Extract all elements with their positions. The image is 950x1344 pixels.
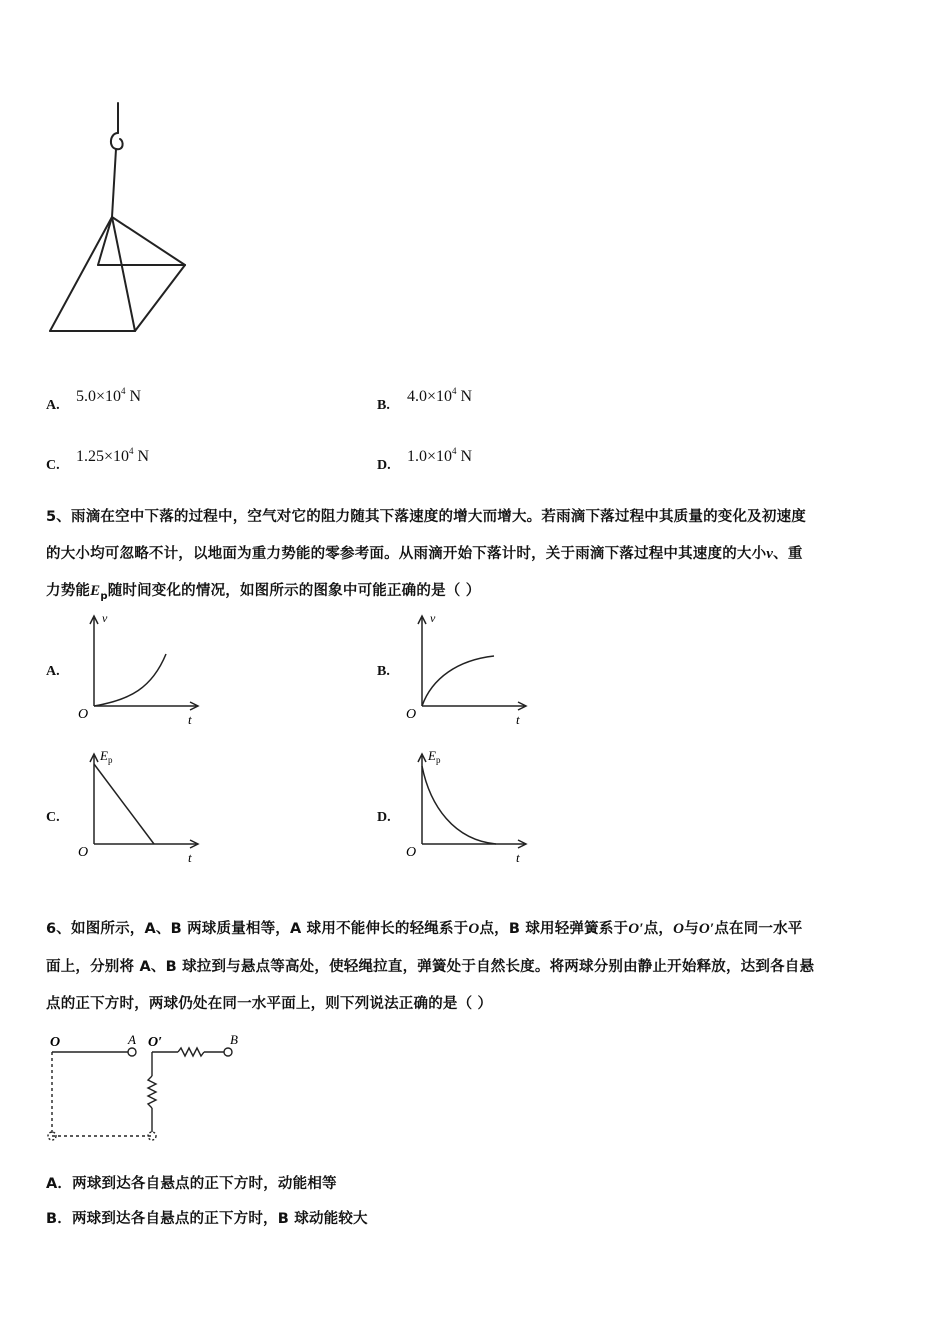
q6-question-line-2: 面上，分别将 A、B 球拉到与悬点等高处，使轻绳拉直，弹簧处于自然长度。将两球分别由静止开始释放，达到各自悬	[46, 959, 815, 975]
q6-question-line-1: 6、如图所示，A、B 两球质量相等，A 球用不能伸长的轻绳系于O点，B 球用轻弹簧系于O′点，O与O′点在同一水平	[46, 921, 803, 937]
q5-graph-a[interactable]	[70, 608, 210, 728]
origin-label: O	[406, 845, 417, 860]
label-a: A	[128, 1032, 136, 1047]
q5-graph-c[interactable]	[70, 744, 210, 868]
q4-option-b-letter: B.	[377, 398, 390, 413]
q5-graph-d[interactable]	[398, 744, 538, 868]
y-label: $E_p$	[100, 748, 113, 765]
q5-option-b-letter: B.	[377, 664, 390, 679]
ball-a	[128, 1048, 136, 1056]
q4-option-c-letter: C.	[46, 458, 60, 473]
pyramid-hook-figure	[40, 95, 200, 345]
y-label: v	[430, 611, 436, 625]
q5-question-line-3: 力势能$E_p$随时间变化的情况，如图所示的图象中可能正确的是（ ）	[46, 583, 481, 602]
x-label: t	[516, 850, 520, 865]
y-label: v	[102, 611, 108, 625]
x-label: t	[188, 712, 192, 727]
spring-vertical	[148, 1076, 156, 1108]
q6-option-a[interactable]: A．两球到达各自悬点的正下方时，动能相等	[46, 1176, 337, 1192]
origin-label: O	[406, 707, 417, 722]
q5-graph-b[interactable]	[398, 608, 538, 728]
q6-option-b[interactable]: B．两球到达各自悬点的正下方时，B 球动能较大	[46, 1211, 368, 1227]
q4-option-a-value[interactable]: $5.0\times 10^4$ N	[76, 386, 142, 405]
q4-option-a-letter: A.	[46, 398, 60, 413]
q5-question-line-2: 的大小均可忽略不计，以地面为重力势能的零参考面。从雨滴开始下落计时，关于雨滴下落过程中其速度的大小v、重	[46, 546, 803, 562]
x-label: t	[516, 712, 520, 727]
label-b: B	[230, 1032, 238, 1047]
origin-label: O	[78, 845, 89, 860]
potential-energy-curve	[422, 766, 496, 844]
q5-option-d-letter: D.	[377, 810, 391, 825]
q5-option-a-letter: A.	[46, 664, 60, 679]
label-o-prime: O′	[148, 1035, 163, 1050]
spring-horizontal	[178, 1048, 204, 1056]
origin-label: O	[78, 707, 89, 722]
q4-option-c-value[interactable]: $1.25\times 10^4$ N	[76, 446, 150, 465]
q5-option-c-letter: C.	[46, 810, 60, 825]
y-label: $E_p$	[428, 748, 441, 765]
label-o: O	[50, 1035, 61, 1050]
q4-option-d-letter: D.	[377, 458, 391, 473]
potential-energy-line	[94, 764, 154, 844]
x-label: t	[188, 850, 192, 865]
q4-option-b-value[interactable]: $4.0\times 10^4$ N	[407, 386, 473, 405]
q6-pendulum-spring-figure	[40, 1030, 260, 1150]
ball-b	[224, 1048, 232, 1056]
velocity-curve	[422, 656, 494, 706]
q6-question-line-3: 点的正下方时，两球仍处在同一水平面上，则下列说法正确的是（ ）	[46, 996, 493, 1012]
q5-question-line-1: 5、雨滴在空中下落的过程中，空气对它的阻力随其下落速度的增大而增大。若雨滴下落过程中其质量的变化及初速度	[46, 509, 806, 525]
q4-option-d-value[interactable]: $1.0\times 10^4$ N	[407, 446, 473, 465]
velocity-curve	[94, 654, 166, 706]
